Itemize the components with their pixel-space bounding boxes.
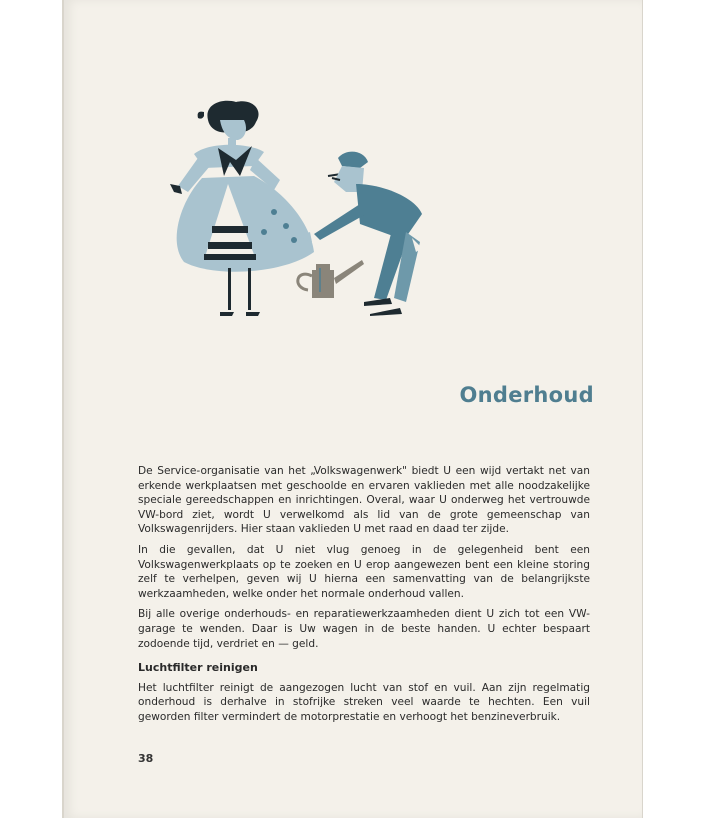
section-heading: Luchtfilter reinigen [138,661,258,675]
book-page [62,0,643,818]
paragraph: Bij alle overige onderhouds- en reparatiewerkzaamheden dient U zich tot een VW-garage te wenden. Daar is Uw wagen in de beste handen. U echter bespaart zodoende tijd, verdriet en — geld. [138,608,590,650]
paragraph: Het luchtfilter reinigt de aangezogen lucht van stof en vuil. Aan zijn regelmatig onderhoud is derhalve in stofrijke streken veel waarde te hechten. Een vuil geworden filter vermindert de motorprestatie en verhoogt het benzineverbruik. [138,681,590,723]
woman-figure [170,101,314,316]
body-text [138,464,590,731]
oil-can-icon [298,260,364,298]
page-number: 38 [138,752,154,765]
mechanic-and-woman-illustration [124,92,424,322]
paragraph: De Service-organisatie van het „Volkswagenwerk" biedt U een wijd vertakt net van erkende werkplaatsen met geschoolde en ervaren vaklieden met alle noodzakelijke speciale gereedschappen en inrichtingen. Overal, waar U onderweg het vertrouwde VW-bord ziet, wordt U verwelkomd als lid van de grote gemeenschap van Volkswagenrijders. Hier staan vaklieden U met raad en daad ter zijde. [138,465,590,536]
paragraph: In die gevallen, dat U niet vlug genoeg in de gelegenheid bent een Volkswagenwerkplaats op te zoeken en U erop aangewezen bent een kleine storing zelf te verhelpen, geven wij U hierna een samenvatting van de belangrijkste werkzaamheden, welke onder het normale onderhoud vallen. [138,543,590,600]
page-title: Onderhoud [459,383,594,407]
